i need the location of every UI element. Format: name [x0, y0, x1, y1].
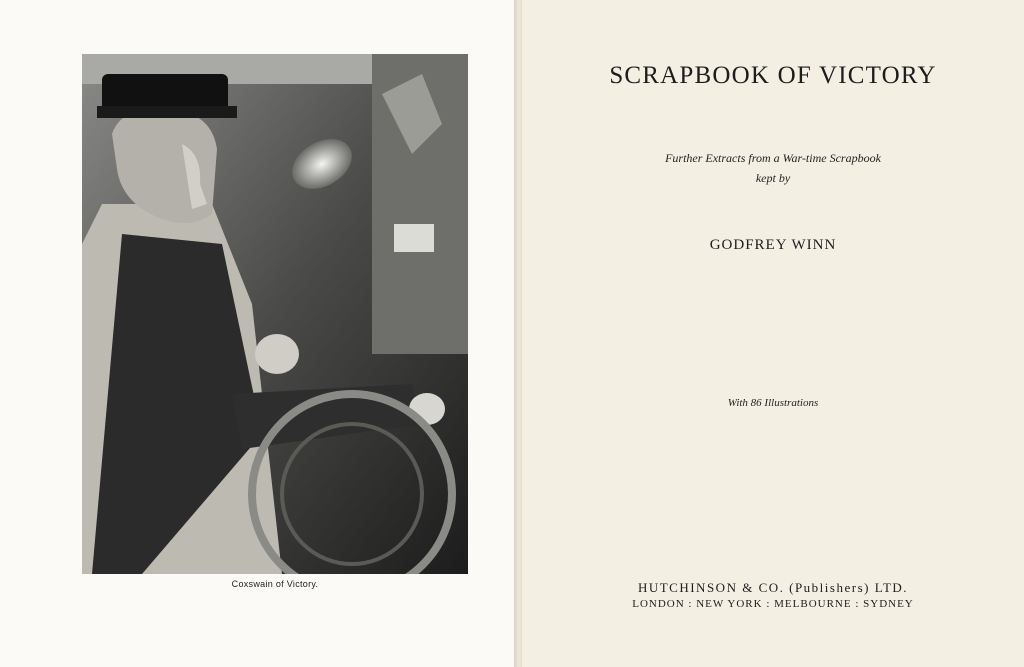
subtitle [522, 148, 1024, 188]
subtitle-line: kept by [755, 171, 791, 185]
author-name: GODFREY WINN [709, 237, 837, 253]
publisher-name: HUTCHINSON & CO. (Publishers) LTD. [637, 580, 909, 595]
right-page [522, 0, 1024, 667]
illustrations-note: With 86 Illustrations [727, 397, 819, 409]
subtitle-line: Further Extracts from a War-time Scrapbook [665, 151, 881, 165]
photo-caption: Coxswain of Victory. [231, 579, 319, 589]
frontispiece-photo [82, 54, 468, 574]
book-title: SCRAPBOOK OF VICTORY [609, 62, 937, 89]
publisher-cities: LONDON : NEW YORK : MELBOURNE : SYDNEY [632, 598, 914, 610]
book-gutter [514, 0, 522, 667]
